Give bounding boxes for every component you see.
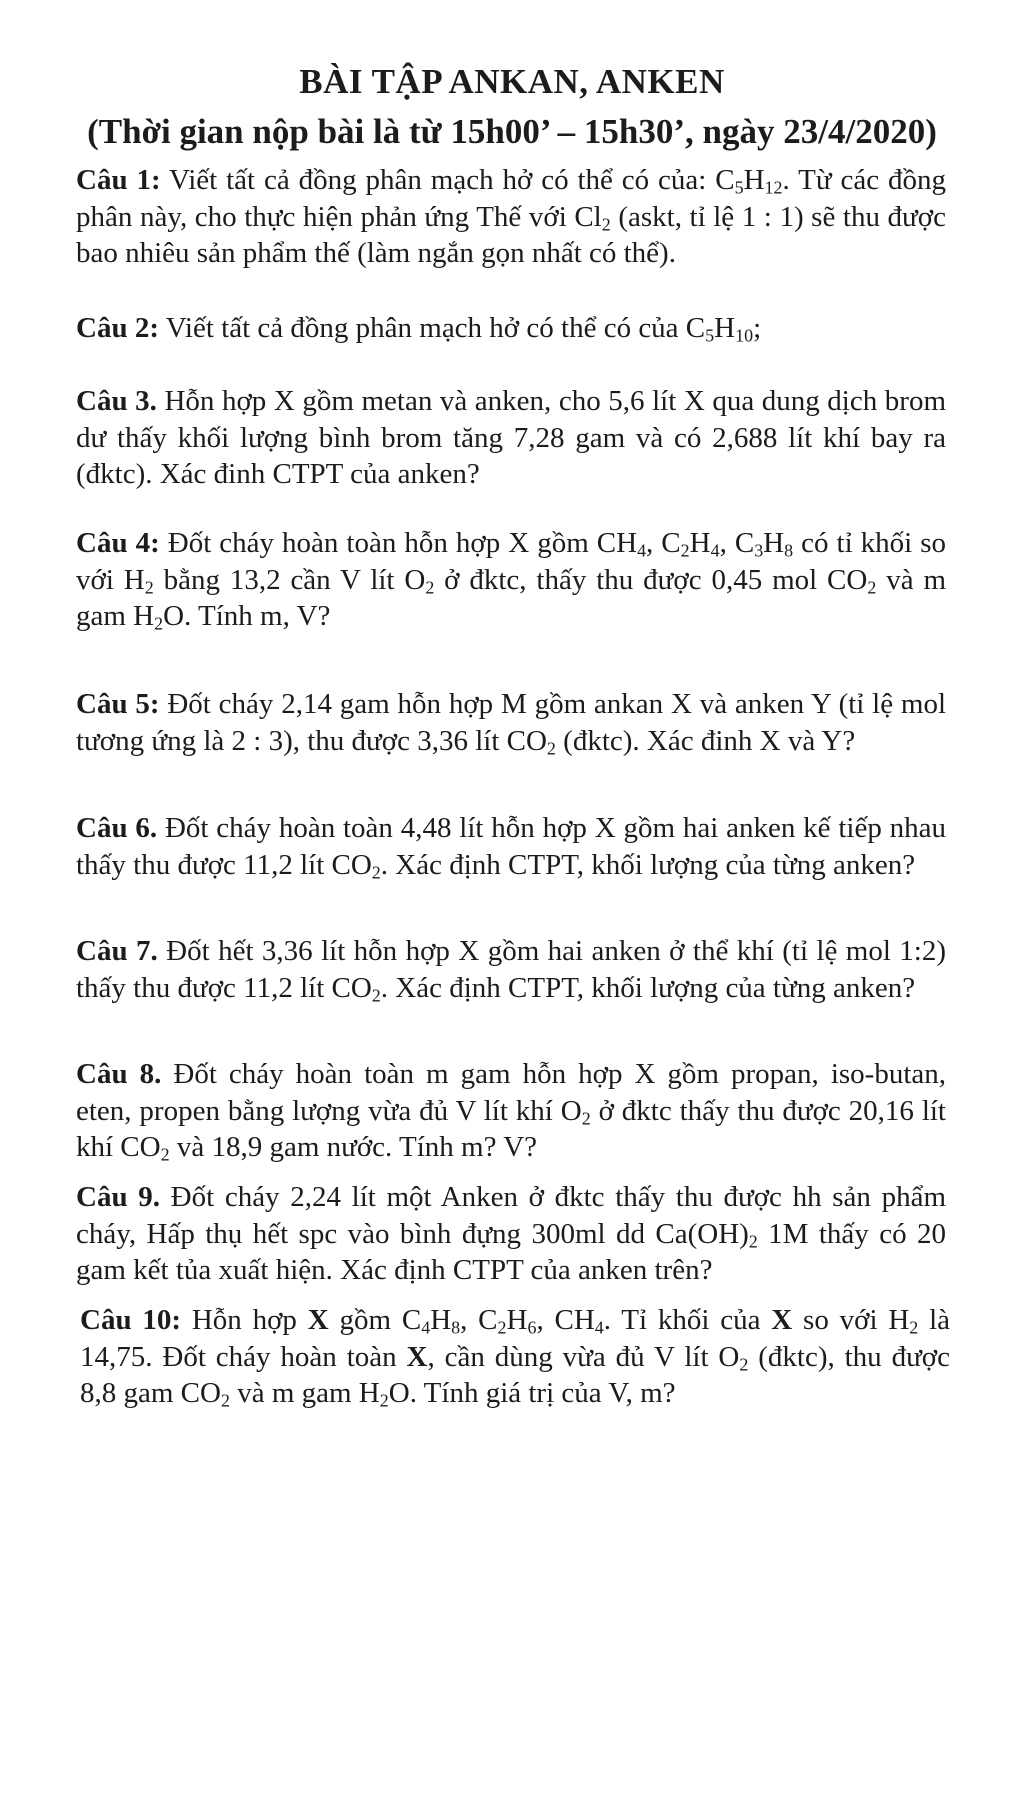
question-label: Câu 5:	[76, 688, 160, 720]
question-text: Đốt cháy hoàn toàn 4,48 lít hỗn hợp X gồm hai anken kế tiếp nhau thấy thu được 11,2 lít $CO_2$. Xác định CTPT, khối lượng của từng anken?	[76, 812, 947, 882]
question-text: Hỗn hợp X gồm metan và anken, cho 5,6 lít X qua dung dịch brom dư thấy khối lượng bình brom tăng 7,28 gam và có 2,688 lít khí bay ra (đktc). Xác đinh CTPT của anken?	[76, 385, 946, 490]
question-1	[76, 162, 946, 272]
question-text: Đốt cháy hoàn toàn m gam hỗn hợp X gồm propan, iso-butan, eten, propen bằng lượng vừa đủ V lít khí $O_2$ ở đktc thấy thu được 20,16 lít khí $CO_2$ và 18,9 gam nước. Tính m? V?	[76, 1058, 947, 1165]
submission-time-note: (Thời gian nộp bài là từ 15h00’ – 15h30’, ngày 23/4/2020)	[87, 112, 937, 151]
question-label: Câu 4:	[76, 527, 160, 559]
question-label: Câu 8.	[76, 1058, 162, 1090]
question-text: Viết tất cả đồng phân mạch hở có thể có của $C_5H_{10}$;	[165, 312, 762, 346]
question-4	[76, 525, 946, 635]
question-7	[76, 933, 946, 1006]
question-label: Câu 1:	[76, 164, 161, 196]
question-6	[76, 810, 946, 883]
question-label: Câu 9.	[76, 1181, 160, 1213]
question-text: Viết tất cả đồng phân mạch hở có thể có của: $C_5H_{12}$. Từ các đồng phân này, cho thực hiện phản ứng Thế với $Cl_2$ (askt, tỉ lệ 1 : 1) sẽ thu được bao nhiêu sản phẩm thế (làm ngắn gọn nhất có thể).	[76, 164, 946, 269]
question-5	[76, 686, 946, 759]
question-label: Câu 3.	[76, 385, 157, 417]
question-label: Câu 6.	[76, 812, 158, 844]
page-title: BÀI TẬP ANKAN, ANKEN	[299, 62, 725, 101]
question-text: Đốt cháy hoàn toàn hỗn hợp X gồm $CH_4$, $C_2H_4$, $C_3H_8$ có tỉ khối so với $H_2$ bằng 13,2 cần V lít $O_2$ ở đktc, thấy thu được 0,45 mol $CO_2$ và m gam $H_2O$. Tính m, V?	[76, 527, 946, 634]
question-label: Câu 7.	[76, 935, 158, 967]
question-10	[80, 1302, 950, 1412]
question-9	[76, 1179, 946, 1289]
question-text: Đốt cháy 2,24 lít một Anken ở đktc thấy thu được hh sản phẩm cháy, Hấp thụ hết spc vào bình đựng 300ml dd $Ca(OH)_2$ 1M thấy có 20 gam kết tủa xuất hiện. Xác định CTPT của anken trên?	[76, 1181, 946, 1286]
question-label: Câu 10:	[80, 1304, 182, 1336]
question-text: Hỗn hợp X gồm $C_4H_8$, $C_2H_6$, $CH_4$. Tỉ khối của X so với $H_2$ là 14,75. Đốt cháy hoàn toàn X, cần dùng vừa đủ V lít $O_2$ (đktc), thu được 8,8 gam $CO_2$ và m gam $H_2O$. Tính giá trị của V, m?	[80, 1304, 951, 1411]
question-8	[76, 1056, 946, 1166]
question-2	[76, 310, 946, 347]
question-text: Đốt cháy 2,14 gam hỗn hợp M gồm ankan X và anken Y (tỉ lệ mol tương ứng là 2 : 3), thu được 3,36 lít $CO_2$ (đktc). Xác đinh X và Y?	[76, 688, 946, 758]
question-text: Đốt hết 3,36 lít hỗn hợp X gồm hai anken ở thể khí (tỉ lệ mol 1:2) thấy thu được 11,2 lít $CO_2$. Xác định CTPT, khối lượng của từng anken?	[76, 935, 947, 1005]
question-label: Câu 2:	[76, 312, 159, 344]
question-3	[76, 383, 946, 493]
